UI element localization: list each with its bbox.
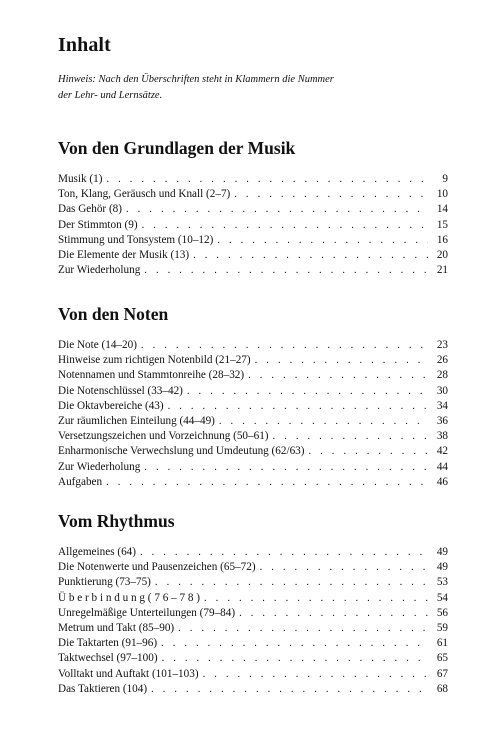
dot-leader — [151, 682, 428, 697]
toc-entry-label: Zur Wiederholung — [58, 460, 141, 473]
dot-leader — [248, 368, 428, 383]
dot-leader — [144, 460, 428, 475]
toc-entry-label: Ton, Klang, Geräusch und Knall (2–7) — [58, 188, 231, 201]
toc-entry-page: 59 — [436, 621, 448, 634]
toc-entry-page: 65 — [436, 652, 448, 665]
toc-entry-label: Das Taktieren (104) — [58, 682, 148, 695]
toc-entry-label: Die Elemente der Musik (13) — [58, 248, 190, 261]
section-grundlagen — [58, 137, 448, 278]
toc-entry-label: Volltakt und Auftakt (101–103) — [58, 667, 199, 680]
toc-entry[interactable] — [58, 399, 448, 414]
toc-entry[interactable] — [58, 233, 448, 248]
toc-entry-label: Hinweise zum richtigen Notenbild (21–27) — [58, 354, 251, 367]
dot-leader — [178, 621, 428, 636]
toc-entry-page: 44 — [436, 460, 448, 473]
toc-entry-label: Das Gehör (8) — [58, 203, 122, 216]
toc-entry-label: Zur räumlichen Einteilung (44–49) — [58, 414, 215, 427]
section-heading: Von den Noten — [58, 304, 169, 324]
dot-leader — [142, 218, 428, 233]
toc-entry-label: Allgemeines (64) — [58, 546, 136, 558]
toc-entry-page: 46 — [436, 475, 448, 488]
section-rhythmus — [58, 510, 448, 697]
dot-leader — [239, 606, 428, 621]
toc-entry-page: 34 — [436, 399, 448, 412]
toc-entry[interactable] — [58, 218, 448, 233]
dot-leader — [255, 353, 428, 368]
dot-leader — [155, 575, 428, 590]
toc-entry-page: 16 — [436, 233, 448, 246]
dot-leader — [234, 187, 428, 202]
toc-entry-page: 42 — [436, 445, 448, 458]
toc-entry-page: 38 — [436, 430, 448, 443]
dot-leader — [193, 248, 428, 263]
toc-entry[interactable] — [58, 429, 448, 444]
toc-entry[interactable] — [58, 460, 448, 475]
toc-entry-page: 49 — [436, 546, 448, 558]
dot-leader — [144, 263, 428, 278]
toc-entry-page: 68 — [436, 682, 448, 695]
toc-entry-label: Die Notenschlüssel (33–42) — [58, 384, 183, 397]
toc-entry-label: Notennamen und Stammtonreihe (28–32) — [58, 369, 245, 382]
toc-list — [58, 545, 448, 697]
toc-entry-page: 28 — [436, 369, 448, 382]
toc-entry[interactable] — [58, 353, 448, 368]
toc-entry-page: 20 — [436, 248, 448, 261]
toc-entry-label: Musik (1) — [58, 173, 103, 185]
toc-entry[interactable] — [58, 560, 448, 575]
toc-entry[interactable] — [58, 606, 448, 621]
dot-leader — [161, 636, 428, 651]
dot-leader — [203, 667, 428, 682]
toc-entry-page: 56 — [436, 606, 448, 619]
toc-entry-label: Versetzungszeichen und Vorzeichnung (50–61) — [58, 430, 269, 443]
dot-leader — [162, 651, 428, 666]
toc-entry-page: 49 — [436, 561, 448, 574]
toc-list — [58, 338, 448, 490]
toc-entry-page: 14 — [436, 203, 448, 216]
toc-entry[interactable] — [58, 575, 448, 590]
hint-note-line: der Lehr- und Lernsätze. — [58, 90, 163, 101]
toc-entry-label: Aufgaben — [58, 475, 103, 488]
toc-entry-page: 26 — [436, 354, 448, 367]
toc-entry[interactable] — [58, 444, 448, 459]
toc-entry[interactable] — [58, 621, 448, 636]
dot-leader — [168, 399, 428, 414]
toc-entry[interactable] — [58, 667, 448, 682]
toc-entry[interactable] — [58, 636, 448, 651]
toc-entry-page: 23 — [436, 339, 448, 351]
dot-leader — [273, 429, 428, 444]
toc-entry-label: Taktwechsel (97–100) — [58, 652, 158, 665]
section-heading: Von den Grundlagen der Musik — [58, 138, 296, 158]
toc-entry[interactable] — [58, 172, 448, 187]
hint-note-line: Hinweis: Nach den Überschriften steht in Klammern die Nummer — [58, 74, 334, 85]
toc-entry[interactable] — [58, 545, 448, 560]
dot-leader — [140, 545, 428, 560]
toc-entry[interactable] — [58, 202, 448, 217]
dot-leader — [141, 338, 428, 353]
toc-entry-label: Die Notenwerte und Pausenzeichen (65–72) — [58, 561, 256, 574]
toc-entry-label: Punktierung (73–75) — [58, 576, 151, 589]
toc-entry-label: Die Taktarten (91–96) — [58, 637, 158, 650]
section-heading: Vom Rhythmus — [58, 511, 175, 531]
hint-note — [58, 72, 418, 104]
toc-entry[interactable] — [58, 414, 448, 429]
toc-entry-label: Stimmung und Tonsystem (10–12) — [58, 233, 214, 246]
toc-entry-page: 54 — [436, 591, 448, 604]
toc-entry[interactable] — [58, 384, 448, 399]
toc-entry-label: Die Note (14–20) — [58, 339, 137, 351]
toc-entry-page: 67 — [436, 667, 448, 680]
toc-entry[interactable] — [58, 475, 448, 490]
toc-entry-page: 21 — [436, 264, 448, 277]
toc-entry[interactable] — [58, 368, 448, 383]
toc-list — [58, 172, 448, 278]
section-noten — [58, 303, 448, 490]
dot-leader — [126, 202, 428, 217]
toc-entry-label: Metrum und Takt (85–90) — [58, 621, 175, 634]
toc-entry-label: Zur Wiederholung — [58, 264, 141, 277]
dot-leader — [187, 384, 428, 399]
toc-entry-page: 15 — [436, 218, 448, 231]
toc-entry-page: 36 — [436, 414, 448, 427]
toc-entry[interactable] — [58, 591, 448, 606]
page-title: Inhalt — [58, 34, 111, 56]
toc-entry-page: 61 — [436, 637, 448, 650]
toc-entry-page: 9 — [442, 173, 448, 185]
dot-leader — [309, 444, 429, 459]
toc-entry-label: Enharmonische Verwechslung und Umdeutung (62/63) — [58, 445, 305, 458]
toc-entry[interactable] — [58, 248, 448, 263]
dot-leader — [260, 560, 428, 575]
dot-leader — [204, 591, 428, 606]
toc-entry[interactable] — [58, 651, 448, 666]
toc-entry[interactable] — [58, 682, 448, 697]
toc-entry[interactable] — [58, 263, 448, 278]
toc-entry-page: 10 — [436, 188, 448, 201]
toc-entry-label: Unregelmäßige Unterteilungen (79–84) — [58, 606, 236, 619]
dot-leader — [106, 172, 428, 187]
toc-entry-page: 53 — [436, 576, 448, 589]
dot-leader — [106, 475, 428, 490]
dot-leader — [217, 233, 428, 248]
toc-entry[interactable] — [58, 187, 448, 202]
dot-leader — [219, 414, 428, 429]
toc-entry-page: 30 — [436, 384, 448, 397]
toc-entry-label: Ü b e r b i n d u n g ( 7 6 – 7 8 ) — [58, 591, 201, 604]
toc-entry[interactable] — [58, 338, 448, 353]
toc-entry-label: Der Stimmton (9) — [58, 218, 138, 231]
toc-entry-label: Die Oktavbereiche (43) — [58, 399, 164, 412]
